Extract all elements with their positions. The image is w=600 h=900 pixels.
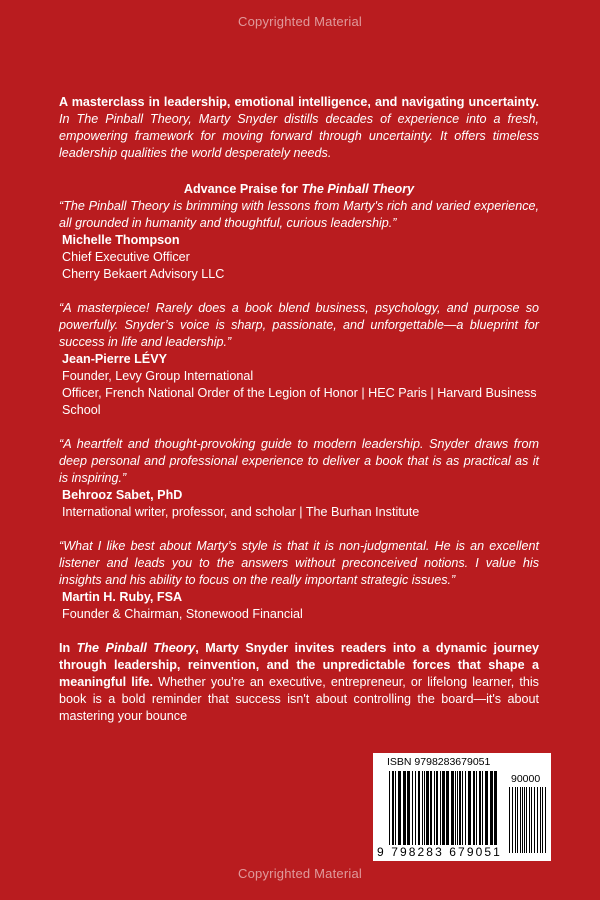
praise-heading-title: The Pinball Theory <box>301 182 415 196</box>
closing-paragraph <box>59 640 539 725</box>
price-barcode-stripe <box>531 787 532 853</box>
price-barcode-stripe <box>512 787 513 853</box>
testimonial-role: Officer, French National Order of the Legion of Honor | HEC Paris | Harvard Business School <box>62 386 537 417</box>
testimonial <box>59 300 539 419</box>
testimonial-quote: “What I like best about Marty’s style is that it is non-judgmental. He is an excellent listener and leads you to the answers without preconceived notions. I value his insights and his ability to focus on the really important strategic issues.” <box>59 539 539 587</box>
price-barcode-stripe <box>526 787 527 853</box>
barcode-stripe <box>415 771 416 845</box>
price-barcode-stripe <box>545 787 546 853</box>
barcode-stripe <box>476 771 477 845</box>
praise-heading-prefix: Advance Praise for <box>183 182 302 196</box>
testimonial <box>59 198 539 283</box>
intro-italic: In The Pinball Theory, Marty Snyder distills decades of experience into a fresh, empowering framework for moving forward through uncertainty. It offers timeless leadership qualities the world desperately needs. <box>59 112 539 160</box>
testimonial-role: Founder, Levy Group International <box>62 369 254 383</box>
testimonial-role: Founder & Chairman, Stonewood Financial <box>62 607 303 621</box>
price-barcode-stripe <box>515 787 516 853</box>
testimonial <box>59 538 539 623</box>
copyright-watermark-top: Copyrighted Material <box>238 14 362 29</box>
barcode-stripe <box>465 771 466 845</box>
isbn-label: ISBN 9798283679051 <box>387 756 491 768</box>
testimonial-quote: “The Pinball Theory is brimming with lessons from Marty's rich and varied experience, all grounded in humanity and thoughtful, curious leadership.” <box>59 199 539 230</box>
price-code: 90000 <box>511 773 541 785</box>
barcode-stripe <box>485 771 488 845</box>
closing-title: The Pinball Theory <box>76 641 196 655</box>
closing-bold-prefix: In <box>59 641 77 655</box>
testimonial-role: International writer, professor, and scholar | The Burhan Institute <box>62 505 420 519</box>
barcode-stripe <box>446 771 449 845</box>
barcode-stripe <box>395 771 396 845</box>
price-barcode-stripe <box>509 787 510 853</box>
price-barcode-stripe <box>520 787 521 853</box>
barcode-stripe <box>412 771 413 845</box>
price-barcode-stripe <box>529 787 530 853</box>
testimonial-quote: “A masterpiece! Rarely does a book blend business, psychology, and purpose so powerfully. Snyder’s voice is sharp, passionate, and unforgettable—a blueprint for success in life and leadership.” <box>59 301 539 349</box>
testimonial-name: Jean-Pierre LÉVY <box>62 352 167 366</box>
barcode-stripe <box>459 771 461 845</box>
back-cover-text <box>59 94 539 738</box>
price-barcode-stripe <box>534 787 535 853</box>
testimonial-quote: “A heartfelt and thought-provoking guide to modern leadership. Snyder draws from deep personal and professional experience to deliver a book that is as practical as it is inspiring.” <box>59 437 539 485</box>
barcode-stripe <box>490 771 493 845</box>
barcode-stripe <box>455 771 456 845</box>
intro-paragraph <box>59 94 539 162</box>
barcode-stripe <box>422 771 423 845</box>
barcode-stripe <box>462 771 463 845</box>
barcode-stripe <box>440 771 441 845</box>
price-barcode-stripe <box>522 787 523 853</box>
barcode-stripe <box>418 771 420 845</box>
testimonial-name: Michelle Thompson <box>62 233 180 247</box>
barcode-stripe <box>398 771 401 845</box>
ean-digits: 9 798283 679051 <box>377 845 502 859</box>
barcode-stripe <box>479 771 481 845</box>
barcode-stripe <box>430 771 432 845</box>
intro-bold: A masterclass in leadership, emotional intelligence, and navigating uncertainty. <box>59 95 539 109</box>
price-barcode-stripe <box>517 787 518 853</box>
barcode-stripe <box>403 771 406 845</box>
copyright-watermark-bottom: Copyrighted Material <box>238 866 362 881</box>
barcode-stripe <box>424 771 425 845</box>
barcode-stripe <box>482 771 483 845</box>
praise-heading <box>59 181 539 198</box>
testimonial-name: Behrooz Sabet, PhD <box>62 488 183 502</box>
testimonial-name: Martin H. Ruby, FSA <box>62 590 183 604</box>
isbn-barcode <box>373 753 551 861</box>
price-barcode-stripe <box>524 787 525 853</box>
barcode-stripe <box>457 771 458 845</box>
testimonial <box>59 436 539 521</box>
barcode-stripe <box>434 771 435 845</box>
price-barcode-stripe <box>542 787 543 853</box>
testimonial-role: Cherry Bekaert Advisory LLC <box>62 267 225 281</box>
barcode-stripe <box>451 771 454 845</box>
barcode-stripe <box>407 771 410 845</box>
closing-normal: Whether you're an executive, entrepreneur, or lifelong learner, this book is a bold reminder that success isn't about controlling the board—it's about mastering your bounce <box>59 675 539 723</box>
barcode-stripe <box>473 771 475 845</box>
barcode-stripe <box>426 771 429 845</box>
testimonial-role: Chief Executive Officer <box>62 250 190 264</box>
barcode-stripe <box>389 771 390 845</box>
barcode-stripe <box>468 771 471 845</box>
barcode-stripe <box>392 771 394 845</box>
closing-bold: , Marty Snyder invites readers into a dynamic journey through leadership, reinvention, and the unpredictable forces that shape a meaningful life. <box>59 641 539 689</box>
barcode-stripe <box>494 771 497 845</box>
barcode-stripe <box>442 771 445 845</box>
barcode-stripe <box>436 771 438 845</box>
price-barcode-stripe <box>540 787 541 853</box>
price-barcode-stripe <box>537 787 538 853</box>
